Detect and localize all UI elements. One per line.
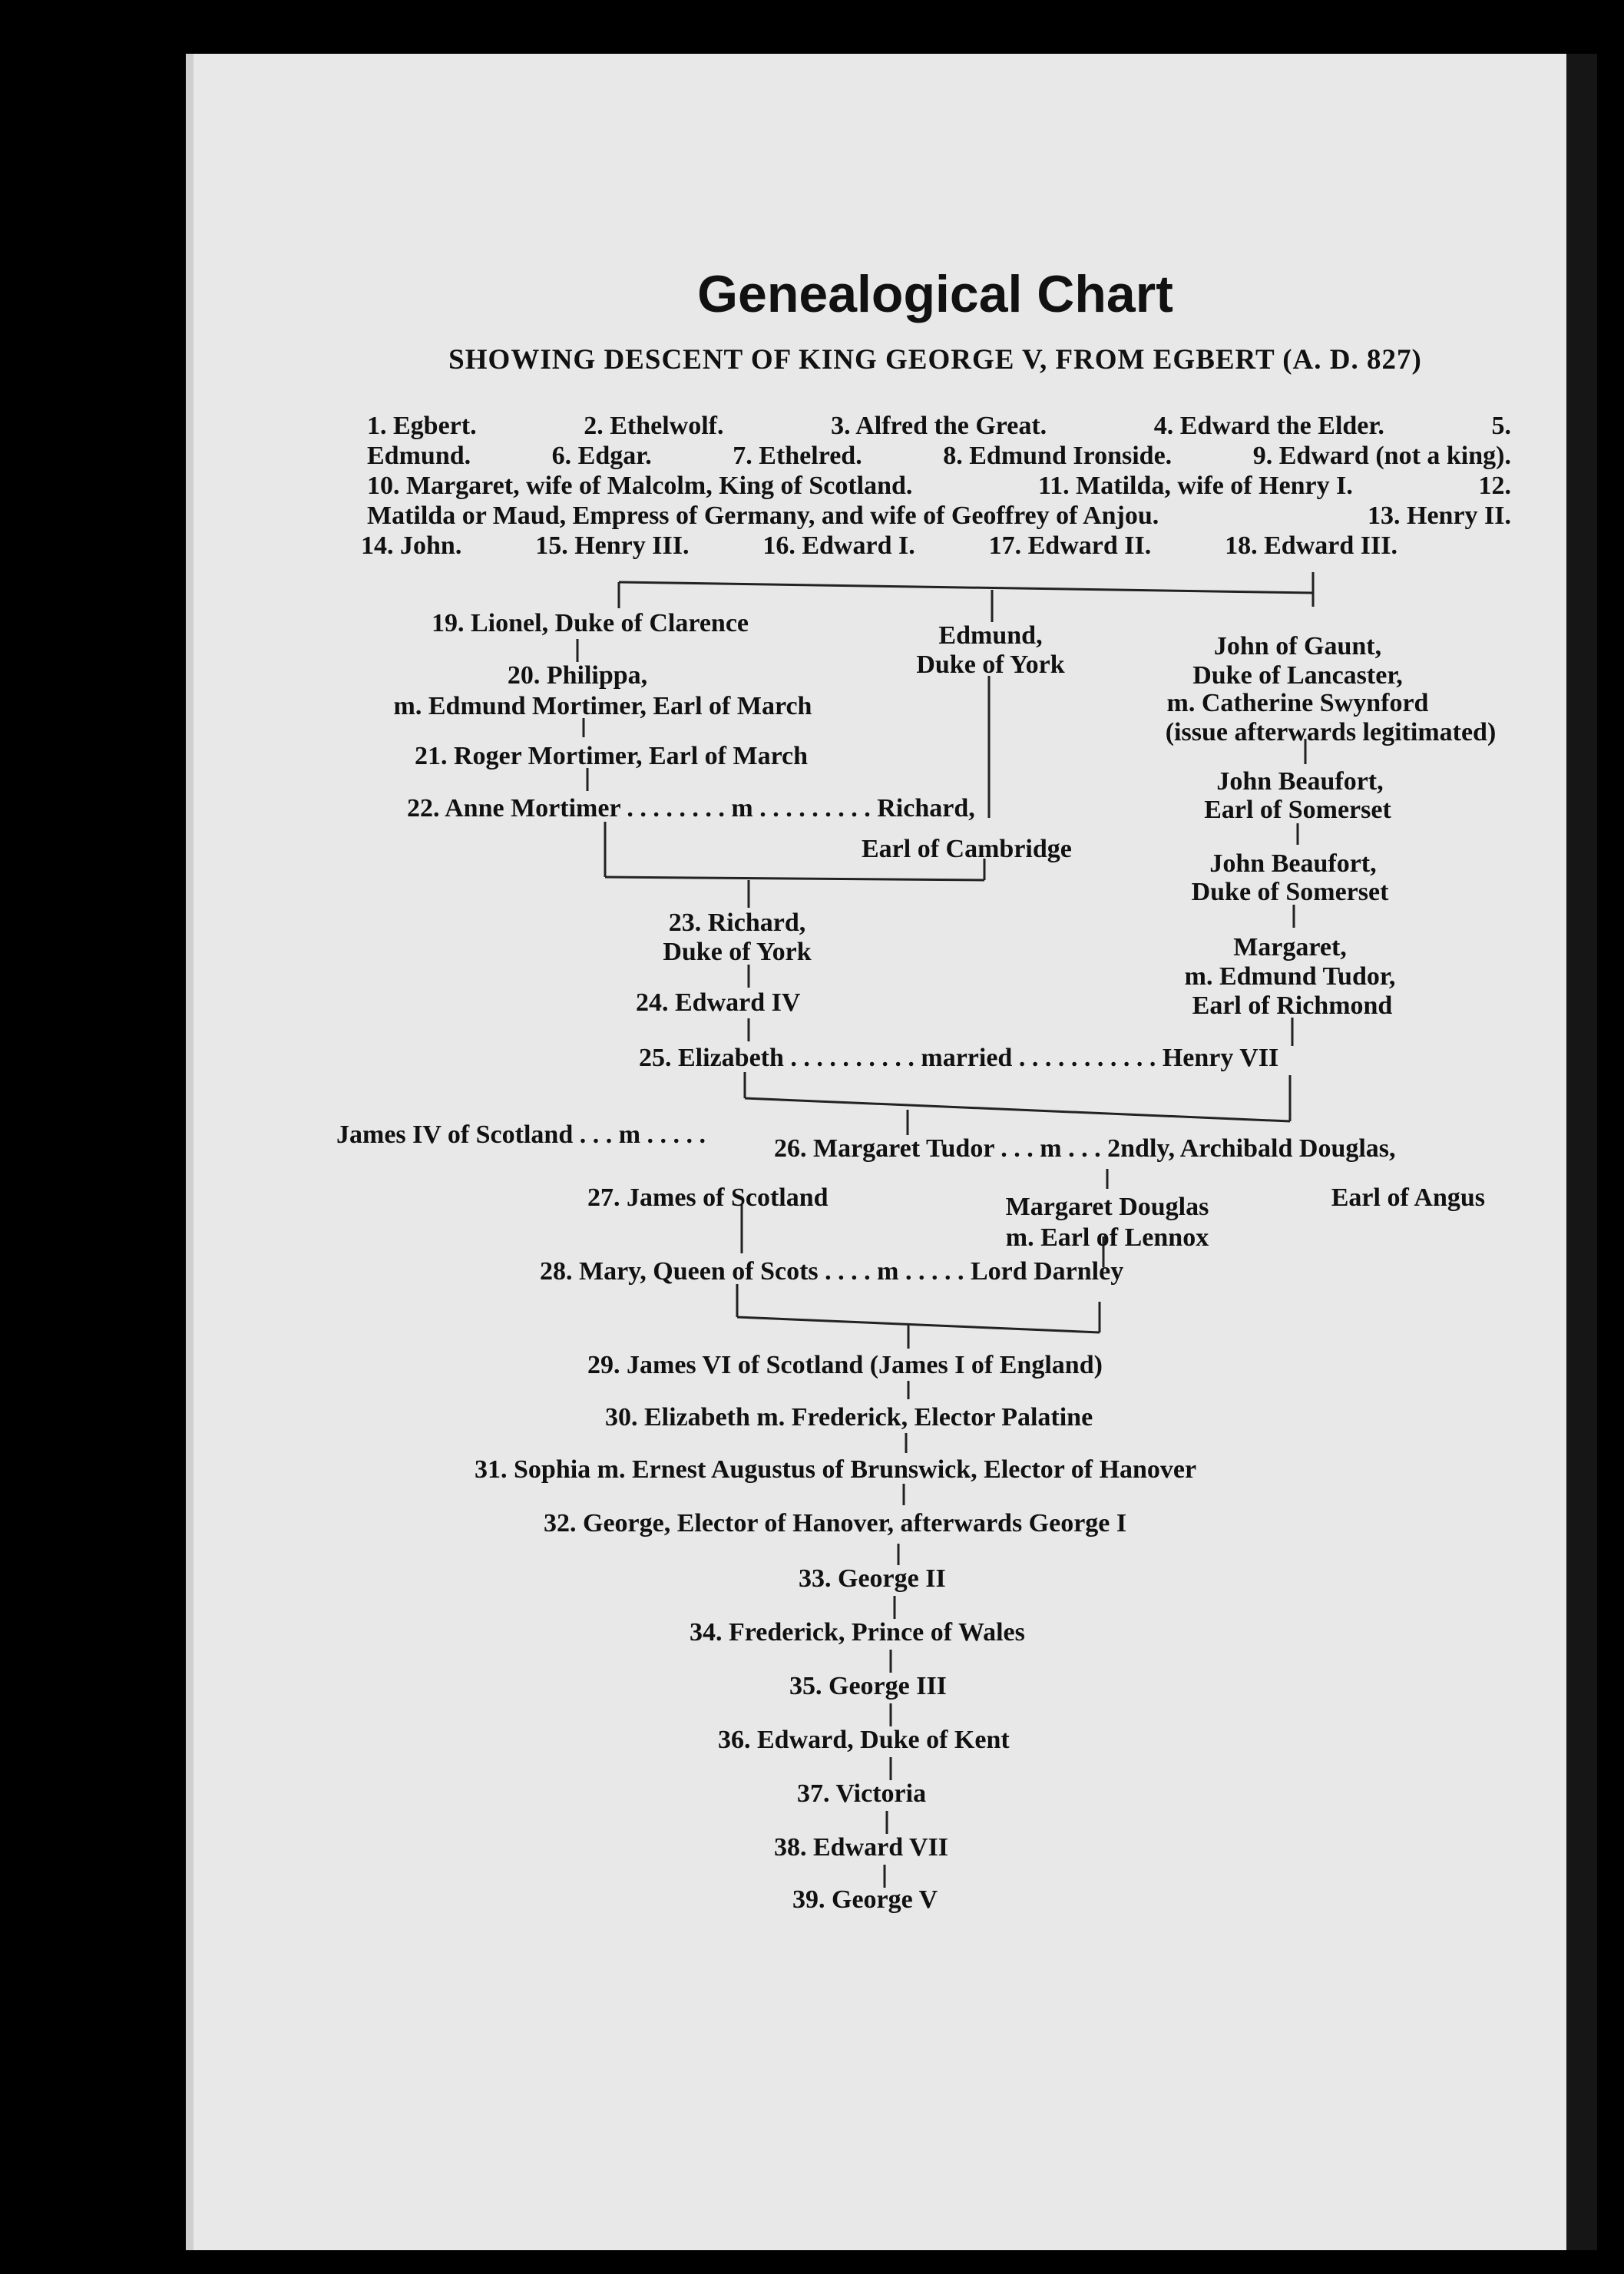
descent-35: 35. George III xyxy=(789,1672,947,1700)
roger-mortimer: 21. Roger Mortimer, Earl of March xyxy=(415,742,809,770)
gaunt-line-3: m. Catherine Swynford xyxy=(1166,689,1429,717)
page-subtitle: SHOWING DESCENT OF KING GEORGE V, FROM EGBERT (A. D. 827) xyxy=(448,344,1422,376)
intro-2-4: 9. Edward (not a king). xyxy=(1252,442,1511,470)
mary-queen-of-scots: 28. Mary, Queen of Scots . . . . m . . . . . Lord Darnley xyxy=(540,1257,1124,1286)
intro-2-2: 7. Ethelred. xyxy=(733,442,862,470)
margaret-douglas-line-2: m. Earl of Lennox xyxy=(1005,1223,1209,1252)
bracket-edward3 xyxy=(619,582,1313,593)
james4-scotland: James IV of Scotland . . . m . . . . . xyxy=(336,1120,706,1149)
margaret-tudor: 26. Margaret Tudor . . . m . . . 2ndly, Archibald Douglas, xyxy=(774,1134,1396,1163)
descent-31: 31. Sophia m. Ernest Augustus of Brunswick, Elector of Hanover xyxy=(475,1455,1197,1484)
gaunt-line-4: (issue afterwards legitimated) xyxy=(1165,718,1497,746)
descent-32: 32. George, Elector of Hanover, afterwards George I xyxy=(544,1509,1127,1538)
intro-5-4: 18. Edward III. xyxy=(1225,531,1397,560)
edward-4: 24. Edward IV xyxy=(636,988,801,1017)
richard-york-line-2: Duke of York xyxy=(663,938,812,966)
margaret-line-3: Earl of Richmond xyxy=(1192,991,1393,1020)
descent-36: 36. Edward, Duke of Kent xyxy=(718,1726,1010,1754)
edmund-line-2: Duke of York xyxy=(916,650,1065,679)
intro-2-0: Edmund. xyxy=(367,442,471,470)
philippa-line-2: m. Edmund Mortimer, Earl of March xyxy=(393,692,812,720)
edmund-line-1: Edmund, xyxy=(938,621,1043,650)
philippa-line-1: 20. Philippa, xyxy=(507,661,648,690)
intro-5-2: 16. Edward I. xyxy=(762,531,915,560)
margaret-douglas-line-1: Margaret Douglas xyxy=(1005,1193,1209,1221)
intro-5-3: 17. Edward II. xyxy=(988,531,1152,560)
page-title: Genealogical Chart xyxy=(697,265,1173,323)
intro-5-1: 15. Henry III. xyxy=(535,531,690,560)
beaufort1-line-1: John Beaufort, xyxy=(1216,767,1384,796)
elizabeth-married-henry7: 25. Elizabeth . . . . . . . . . . married . . . . . . . . . . . Henry VII xyxy=(639,1044,1279,1072)
descent-33: 33. George II xyxy=(799,1564,946,1593)
intro-3-2: 12. xyxy=(1478,472,1511,500)
margaret-line-2: m. Edmund Tudor, xyxy=(1184,962,1396,991)
richard-york-line-1: 23. Richard, xyxy=(668,909,806,937)
intro-1-0: 1. Egbert. xyxy=(367,412,477,440)
beaufort2-line-2: Duke of Somerset xyxy=(1191,878,1389,906)
intro-4-0: Matilda or Maud, Empress of Germany, and wife of Geoffrey of Anjou. xyxy=(367,501,1159,530)
intro-1-1: 2. Ethelwolf. xyxy=(584,412,724,440)
beaufort2-line-1: John Beaufort, xyxy=(1209,849,1377,878)
lionel: 19. Lionel, Duke of Clarence xyxy=(432,609,749,637)
descent-34: 34. Frederick, Prince of Wales xyxy=(690,1618,1025,1647)
beaufort1-line-2: Earl of Somerset xyxy=(1204,796,1391,824)
bracket-mary-bottom xyxy=(737,1317,1100,1332)
bracket-elizabeth-bottom xyxy=(745,1098,1290,1121)
intro-3-0: 10. Margaret, wife of Malcolm, King of Scotland. xyxy=(367,472,913,500)
descent-37: 37. Victoria xyxy=(797,1779,927,1808)
descent-38: 38. Edward VII xyxy=(774,1833,949,1862)
earl-of-cambridge: Earl of Cambridge xyxy=(862,835,1072,863)
intro-1-2: 3. Alfred the Great. xyxy=(831,412,1047,440)
intro-1-4: 5. xyxy=(1491,412,1511,440)
descent-39: 39. George V xyxy=(792,1885,938,1914)
intro-5-0: 14. John. xyxy=(361,531,462,560)
earl-of-angus: Earl of Angus xyxy=(1331,1183,1485,1212)
intro-2-3: 8. Edmund Ironside. xyxy=(943,442,1173,470)
margaret-line-1: Margaret, xyxy=(1233,933,1347,962)
intro-1-3: 4. Edward the Elder. xyxy=(1153,412,1384,440)
intro-2-1: 6. Edgar. xyxy=(551,442,652,470)
bracket-anne-bottom xyxy=(605,877,984,880)
intro-4-1: 13. Henry II. xyxy=(1368,501,1511,530)
gaunt-line-2: Duke of Lancaster, xyxy=(1192,661,1403,690)
intro-3-1: 11. Matilda, wife of Henry I. xyxy=(1038,472,1353,500)
descent-29: 29. James VI of Scotland (James I of England) xyxy=(587,1351,1103,1379)
descent-30: 30. Elizabeth m. Frederick, Elector Palatine xyxy=(605,1403,1093,1432)
gaunt-line-1: John of Gaunt, xyxy=(1213,632,1382,660)
james-of-scotland: 27. James of Scotland xyxy=(587,1183,829,1212)
anne-mortimer-richard: 22. Anne Mortimer . . . . . . . . m . . . . . . . . . Richard, xyxy=(407,794,975,823)
